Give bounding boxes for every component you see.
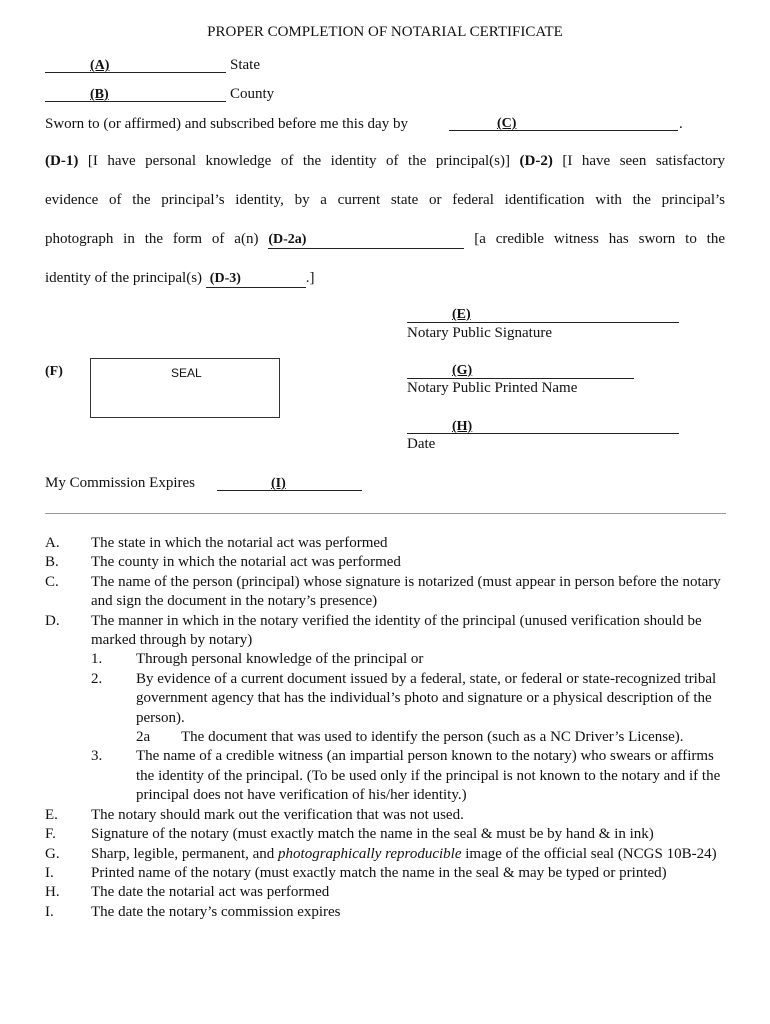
signature-field-label: (E): [452, 307, 471, 322]
sworn-text: Sworn to (or affirmed) and subscribed before me this day by: [45, 116, 408, 132]
identity-line-2: evidence of the principal’s identity, by a current state or federal identification with the principal’s: [45, 192, 725, 208]
county-label: County: [230, 86, 275, 102]
list-item: H. The date the notarial act was performed: [45, 884, 330, 901]
commission-line[interactable]: [217, 490, 362, 491]
printed-name-field-label: (G): [452, 363, 473, 378]
seal-label: SEAL: [171, 366, 202, 380]
printed-name-line[interactable]: [407, 378, 634, 379]
list-item: 2a The document that was used to identify the person (such as a NC Driver’s License).: [136, 729, 684, 746]
list-item: E. The notary should mark out the verification that was not used.: [45, 806, 464, 823]
seal-field-label: (F): [45, 364, 63, 379]
list-item: I. Printed name of the notary (must exactly match the name in the seal & may be typed or printed): [45, 864, 667, 881]
identity-line-3: [45, 231, 725, 249]
commission-label: My Commission Expires: [45, 475, 196, 491]
sworn-field-label: (C): [497, 116, 517, 131]
list-item: 3. The name of a credible witness (an impartial person known to the notary) who swears or affirms the identity of the principal. (To be used only if the principal is not known to the notary and if the principal does not have verification of his/her identity.): [91, 748, 721, 804]
list-item: C. The name of the person (principal) whose signature is notarized (must appear in person before the notary and sign the document in the notary’s presence): [45, 573, 721, 610]
divider: [45, 513, 726, 514]
list-item: G. Sharp, legible, permanent, and photographically reproducible image of the official seal (NCGS 10B-24): [45, 845, 717, 862]
d2-text: [I have seen satisfactory: [562, 153, 725, 169]
seal-box[interactable]: [90, 358, 280, 418]
line4-text-b: .]: [305, 270, 315, 286]
printed-name-label: Notary Public Printed Name: [407, 380, 578, 396]
line3-text-b: [a credible witness has sworn to the: [474, 231, 726, 247]
d2a-field[interactable]: (D-2a): [268, 232, 464, 249]
sworn-line[interactable]: [449, 130, 678, 131]
list-item: A. The state in which the notarial act was performed: [45, 535, 388, 551]
list-item: 1. Through personal knowledge of the principal or: [91, 651, 424, 668]
list-item: D. The manner in which in the notary verified the identity of the principal (unused verification should be marked through by notary): [45, 612, 702, 649]
d1-label: (D-1): [45, 153, 79, 169]
signature-label: Notary Public Signature: [407, 325, 552, 341]
county-line[interactable]: [45, 101, 226, 102]
d3-field[interactable]: (D-3): [206, 271, 306, 288]
d2-label: (D-2): [519, 153, 553, 169]
commission-field-label: (I): [271, 476, 286, 491]
list-item: 2. By evidence of a current document issued by a federal, state, or federal or state-recognized tribal government agency that has the individual’s photo and signature or a physical description of the person).: [91, 670, 717, 726]
state-field-label: (A): [90, 58, 110, 73]
sworn-end: .: [679, 116, 683, 132]
date-field-label: (H): [452, 419, 473, 434]
signature-line[interactable]: [407, 322, 679, 323]
instructions-list: [45, 534, 735, 922]
date-line[interactable]: [407, 433, 679, 434]
state-label: State: [230, 57, 260, 73]
d1-text: [I have personal knowledge of the identity of the principal(s)]: [87, 153, 510, 169]
list-item: I. The date the notary’s commission expires: [45, 903, 341, 920]
list-item: B. The county in which the notarial act was performed: [45, 554, 401, 571]
identity-line-1: [45, 153, 725, 170]
line3-text-a: photograph in the form of a(n): [45, 231, 259, 247]
county-field-label: (B): [90, 87, 109, 102]
identity-line-4: [45, 270, 315, 288]
date-label: Date: [407, 436, 436, 452]
page-title: PROPER COMPLETION OF NOTARIAL CERTIFICATE: [207, 24, 563, 40]
line4-text-a: identity of the principal(s): [45, 270, 203, 286]
state-line[interactable]: [45, 72, 226, 73]
list-item: F. Signature of the notary (must exactly match the name in the seal & must be by hand & in ink): [45, 826, 654, 843]
